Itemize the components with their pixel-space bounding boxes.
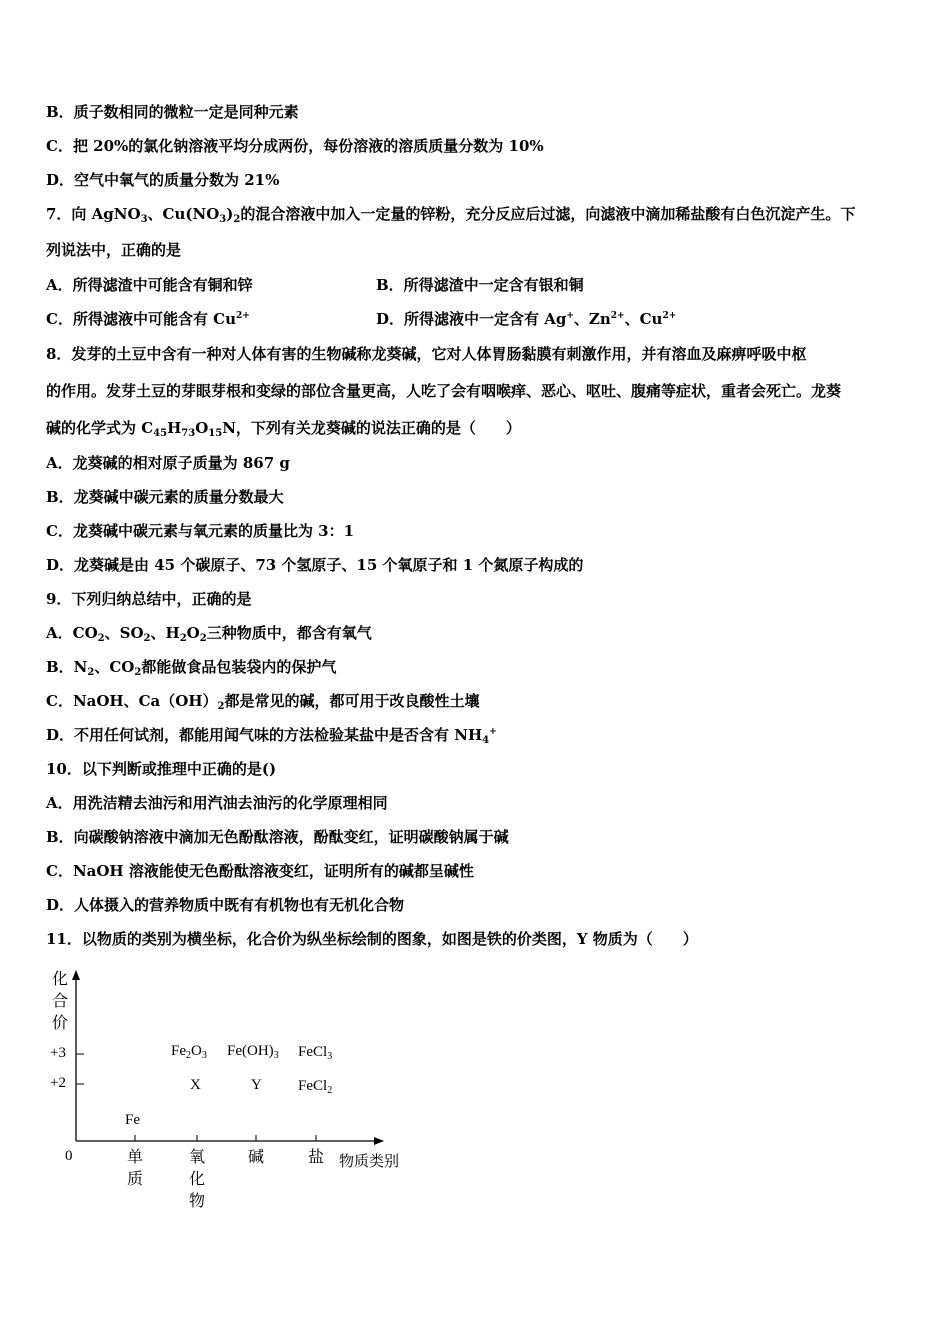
- q8-option-a: A．龙葵碱的相对原子质量为 867 g: [46, 454, 290, 472]
- subscript: 2: [327, 1085, 333, 1096]
- q9-option-a-text: O: [186, 624, 200, 642]
- superscript: 2+: [236, 311, 250, 321]
- x-category-char: 氧: [188, 1147, 205, 1166]
- subscript: 2: [186, 1050, 191, 1061]
- formula-part: FeCl: [298, 1044, 328, 1060]
- point-feoh3: [227, 1043, 279, 1060]
- subscript: 2: [199, 633, 207, 644]
- x-axis-label: 物质类别: [339, 1152, 400, 1170]
- q7-option-d-text: 、Zn: [573, 310, 611, 328]
- q7-option-d-text: D．所得滤液中一定含有 Ag: [376, 310, 567, 328]
- x-category-char: 质: [126, 1169, 143, 1188]
- q10-option-c: C．NaOH 溶液能使无色酚酞溶液变红，证明所有的碱都呈碱性: [46, 862, 474, 880]
- subscript: 15: [208, 428, 223, 439]
- origin-label: 0: [65, 1148, 73, 1164]
- subscript: 3: [327, 1051, 333, 1062]
- subscript: 2: [233, 214, 241, 225]
- subscript: 73: [181, 428, 196, 439]
- q7-option-c-text: C．所得滤液中可能含有 Cu: [46, 310, 237, 328]
- point-fecl2: [298, 1078, 332, 1095]
- q7-stem-line2: 列说法中，正确的是: [46, 241, 182, 259]
- q9-option-d-text: D．不用任何试剂，都能用闻气味的方法检验某盐中是否含有 NH: [46, 726, 483, 744]
- q10-option-a: A．用洗洁精去油污和用汽油去油污的化学原理相同: [46, 794, 388, 812]
- q7-stem-part: 的混合溶液中加入一定量的锌粉，充分反应后过滤，向滤液中滴加稀盐酸有白色沉淀产生。下: [240, 205, 856, 223]
- subscript: 2: [87, 667, 95, 678]
- x-category-oxide: [188, 1146, 206, 1212]
- subscript: 2: [97, 633, 105, 644]
- y-axis-label-char: 化: [51, 969, 68, 988]
- point-y: Y: [251, 1077, 262, 1093]
- q9-option-b-text: 、CO: [94, 658, 135, 676]
- q7-option-a: A．所得滤渣中可能含有铜和锌: [46, 276, 253, 294]
- superscript: 2+: [610, 311, 625, 321]
- subscript: 2: [134, 667, 142, 678]
- y-axis-label-char: 价: [51, 1013, 68, 1032]
- q6-option-b: B．质子数相同的微粒一定是同种元素: [46, 103, 299, 121]
- q8-stem-line3: [46, 418, 521, 438]
- q11-stem: 11．以物质的类别为横坐标，化合价为纵坐标绘制的图象，如图是铁的价类图，Y 物质为（ ）: [46, 930, 698, 948]
- point-fe2o3: [171, 1043, 207, 1060]
- q6-option-c: C．把 20%的氯化钠溶液平均分成两份，每份溶液的溶质质量分数为 10%: [46, 137, 544, 155]
- q7-stem: [46, 204, 855, 224]
- q8-stem-text: O: [195, 419, 209, 437]
- q9-option-a: [46, 623, 372, 643]
- point-fecl3: [298, 1044, 332, 1061]
- q8-option-c: C．龙葵碱中碳元素与氧元素的质量比为 3：1: [46, 522, 355, 540]
- q9-option-b-text: 都能做食品包装袋内的保护气: [141, 658, 337, 676]
- point-x: X: [190, 1077, 201, 1093]
- q8-stem-text: H: [167, 419, 182, 437]
- subscript: 2: [143, 633, 151, 644]
- y-axis-label: [51, 968, 69, 1034]
- subscript: 2: [217, 701, 225, 712]
- q9-option-c-text: C．NaOH、Ca（OH）: [46, 692, 218, 710]
- y-axis-label-char: 合: [51, 991, 68, 1010]
- x-category-element: [126, 1146, 144, 1190]
- q9-option-a-text: A．CO: [46, 624, 98, 642]
- subscript: 3: [273, 1050, 279, 1061]
- q10-option-d: D．人体摄入的营养物质中既有有机物也有无机化合物: [46, 896, 405, 914]
- diagram-axes: [40, 966, 460, 1226]
- q9-stem: 9．下列归纳总结中，正确的是: [46, 590, 252, 608]
- subscript: 3: [219, 214, 227, 225]
- point-fe: Fe: [125, 1112, 140, 1128]
- x-category-char: 单: [126, 1147, 143, 1166]
- formula-part: FeCl: [298, 1078, 328, 1094]
- q9-option-b: [46, 657, 336, 677]
- x-category-base: 碱: [247, 1147, 264, 1166]
- q7-option-d: [376, 309, 676, 329]
- q7-option-d-text: 、Cu: [624, 310, 663, 328]
- y-axis-arrow: [72, 970, 80, 980]
- q9-option-c: [46, 691, 480, 711]
- superscript: +: [489, 727, 497, 737]
- q7-option-c: [46, 309, 250, 329]
- q9-option-a-text: 、SO: [104, 624, 144, 642]
- q10-option-b: B．向碳酸钠溶液中滴加无色酚酞溶液，酚酞变红，证明碳酸钠属于碱: [46, 828, 509, 846]
- x-category-char: 化: [188, 1169, 205, 1188]
- q9-option-d: [46, 725, 497, 745]
- q8-option-b: B．龙葵碱中碳元素的质量分数最大: [46, 488, 284, 506]
- y-tick-label-plus3: +3: [50, 1045, 66, 1061]
- q8-stem-text: N，下列有关龙葵碱的说法正确的是（ ）: [222, 419, 521, 437]
- q8-stem-line2: 的作用。发芽土豆的芽眼芽根和变绿的部位含量更高，人吃了会有咽喉痒、恶心、呕吐、腹痛等症状，重者会死亡。龙葵: [46, 382, 842, 400]
- formula-part: Fe(OH): [227, 1043, 274, 1059]
- q9-option-a-text: 、H: [150, 624, 180, 642]
- y-tick-label-plus2: +2: [50, 1075, 66, 1091]
- q9-option-b-text: B．N: [46, 658, 88, 676]
- subscript: 3: [140, 214, 148, 225]
- formula-part: O: [191, 1043, 202, 1059]
- q9-option-c-text: 都是常见的碱，都可用于改良酸性土壤: [224, 692, 480, 710]
- iron-valence-diagram: [40, 966, 460, 1226]
- subscript: 3: [201, 1050, 207, 1061]
- subscript: 45: [153, 428, 168, 439]
- x-category-salt: 盐: [307, 1147, 324, 1166]
- q9-option-a-text: 三种物质中，都含有氧气: [206, 624, 372, 642]
- x-axis-arrow: [374, 1137, 384, 1145]
- q7-stem-part: ): [226, 205, 234, 223]
- superscript: +: [566, 311, 574, 321]
- q6-option-d: D．空气中氧气的质量分数为 21%: [46, 171, 280, 189]
- q7-stem-part: 、Cu(NO: [147, 205, 220, 223]
- q10-stem: 10．以下判断或推理中正确的是(): [46, 760, 277, 778]
- q7-stem-part: 7．向 AgNO: [46, 205, 141, 223]
- formula-part: Fe: [171, 1043, 186, 1059]
- superscript: 2+: [662, 311, 677, 321]
- q8-option-d: D．龙葵碱是由 45 个碳原子、73 个氢原子、15 个氧原子和 1 个氮原子构成的: [46, 556, 584, 574]
- q7-option-b: B．所得滤渣中一定含有银和铜: [376, 276, 584, 294]
- subscript: 4: [482, 735, 490, 746]
- subscript: 2: [179, 633, 187, 644]
- q8-stem-line1: 8．发芽的土豆中含有一种对人体有害的生物碱称龙葵碱，它对人体胃肠黏膜有刺激作用，并有溶血及麻痹呼吸中枢: [46, 345, 807, 363]
- q8-stem-text: 碱的化学式为 C: [46, 419, 154, 437]
- x-category-char: 物: [188, 1191, 205, 1210]
